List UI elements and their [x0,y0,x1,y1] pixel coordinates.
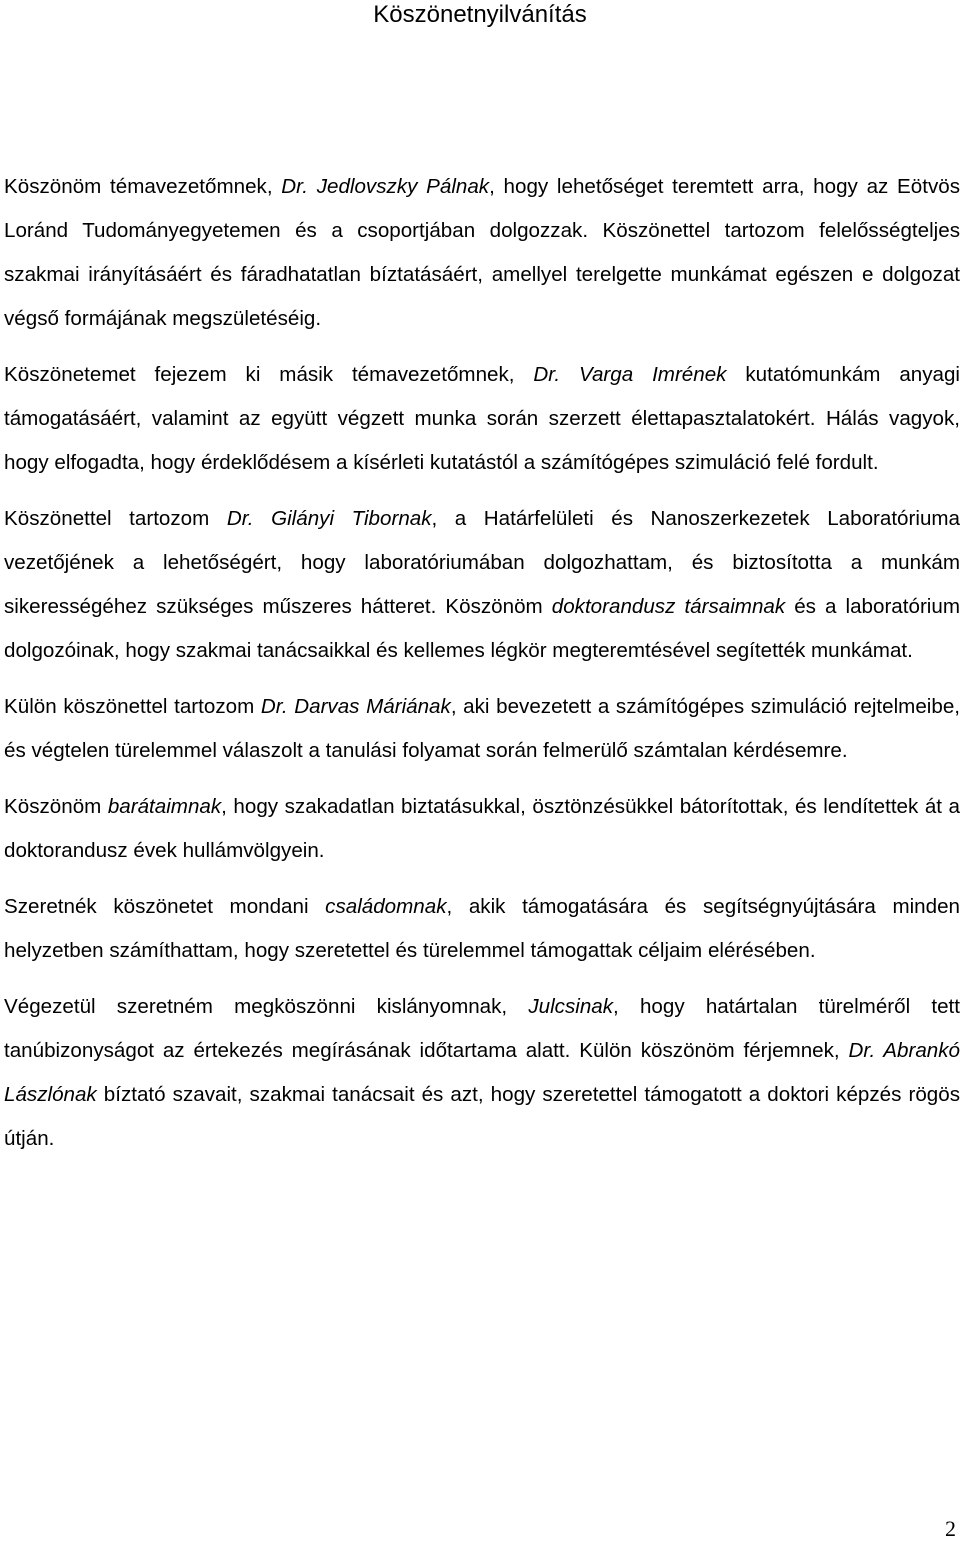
paragraph [4,885,960,973]
text-run: Külön köszönettel tartozom [4,695,261,718]
text-run: , hogy szakadatlan biztatásukkal, ösztönzésükkel bátorítottak, és lendítettek át a doktorandusz évek hullámvölgyein. [4,795,960,862]
italic-name: Julcsinak [528,995,614,1018]
text-run: Végezetül szeretném megköszönni kislányomnak, [4,995,529,1018]
page-title: Köszönetnyilvánítás [373,1,587,28]
paragraph [4,353,960,485]
italic-name: doktorandusz társaimnak [551,595,786,618]
italic-name: Dr. Varga Imrének [533,363,727,386]
text-run: Köszönöm témavezetőmnek, [4,175,282,198]
text-run: , hogy lehetőséget teremtett arra, hogy az Eötvös Loránd Tudományegyetemen és a csoportjában dolgozzak. Köszönettel tartozom felelősségteljes szakmai irányításáért és fáradhatatlan bíztatásáért, amellyel terelgette munkámat egészen e dolgozat végső formájának megszületéséig. [4,175,960,330]
text-run: és a laboratórium dolgozóinak, hogy szakmai tanácsaikkal és kellemes légkör megteremtésével segítették munkámat. [4,595,960,662]
italic-name: Dr. Darvas Máriának [260,695,451,718]
text-run: Köszönöm [4,795,108,818]
text-run: , a Határfelületi és Nanoszerkezetek Laboratóriuma vezetőjének a lehetőségért, hogy laboratóriumában dolgozhattam, és biztosította a munkám sikerességéhez szükséges műszeres hátteret. Köszönöm [4,507,960,618]
paragraph [4,497,960,673]
italic-name: Dr. Jedlovszky Pálnak [281,175,490,198]
paragraph [4,785,960,873]
paragraph [4,985,960,1161]
text-run: , akik támogatására és segítségnyújtására minden helyzetben számíthattam, hogy szeretettel és türelemmel támogattak céljaim elérésében. [4,895,960,962]
page-number: 2 [945,1516,956,1541]
italic-name: családomnak [325,895,447,918]
paragraph [4,165,960,341]
text-run: Köszönettel tartozom [4,507,227,530]
italic-name: Dr. Gilányi Tibornak [226,507,432,530]
italic-name: Dr. Abrankó Lászlónak [4,1039,960,1106]
body-text [4,165,960,1173]
text-run: Köszönetemet fejezem ki másik témavezetőmnek, [4,363,534,386]
text-run: Szeretnék köszönetet mondani [4,895,326,918]
text-run: kutatómunkám anyagi támogatásáért, valamint az együtt végzett munka során szerzett élettapasztalatokért. Hálás vagyok, hogy elfogadta, hogy érdeklődésem a kísérleti kutatástól a számítógépes szimuláció felé fordult. [4,363,960,474]
italic-name: barátaimnak [107,795,222,818]
text-run: bíztató szavait, szakmai tanácsait és azt, hogy szeretettel támogatott a doktori képzés rögös útján. [4,1083,960,1150]
paragraph [4,685,960,773]
text-run: , hogy határtalan türelméről tett tanúbizonyságot az értekezés megírásának időtartama alatt. Külön köszönöm férjemnek, [4,995,960,1062]
text-run: , aki bevezetett a számítógépes szimuláció rejtelmeibe, és végtelen türelemmel válaszolt a tanulási folyamat során felmerülő számtalan kérdésemre. [4,695,960,762]
